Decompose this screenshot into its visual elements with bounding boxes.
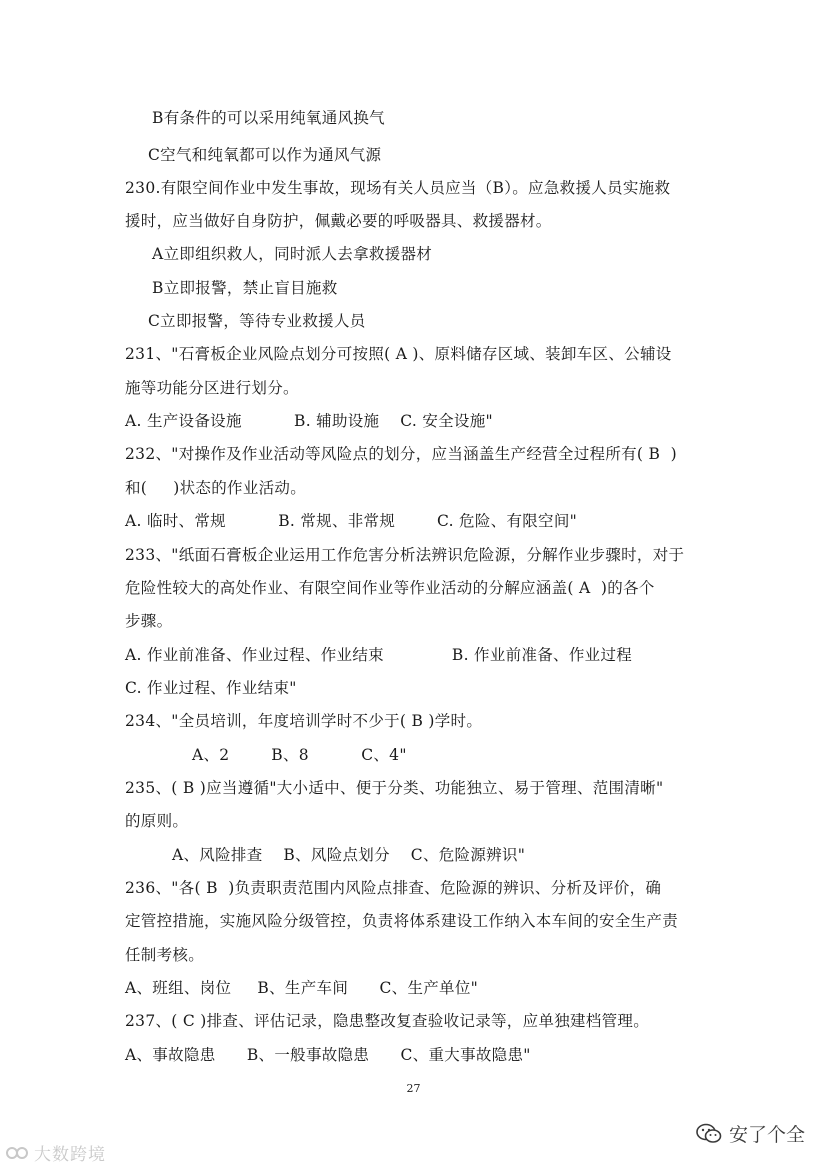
question-line: 定管控措施，实施风险分级管控，负责将体系建设工作纳入本车间的安全生产责 [125,912,679,930]
question-line: 施等功能分区进行划分。 [125,379,299,397]
question-line: 任制考核。 [125,946,205,964]
question-line: 235、( B )应当遵循"大小适中、便于分类、功能独立、易于管理、范围清晰" [125,779,664,797]
option-line: A、班组、岗位 B、生产车间 C、生产单位" [125,979,479,997]
option-line: A、风险排查 B、风险点划分 C、危险源辨识" [172,846,526,864]
question-line: 援时，应当做好自身防护，佩戴必要的呼吸器具、救援器材。 [125,212,552,230]
watermark-right-text: 安了个全 [728,1124,805,1146]
option-line: A. 生产设备设施 B. 辅助设施 C. 安全设施" [125,412,493,430]
question-line: 232、"对操作及作业活动等风险点的划分，应当涵盖生产经营全过程所有( B ) [125,445,677,463]
question-line: 步骤。 [125,612,173,630]
watermark-left-text: 大数跨境 [34,1145,106,1165]
option-line: B立即报警，禁止盲目施救 [152,279,338,297]
question-line: 危险性较大的高处作业、有限空间作业等作业活动的分解应涵盖( A )的各个 [125,579,655,597]
page-number: 27 [406,1082,421,1095]
question-line: 234、"全员培训，年度培训学时不少于( B )学时。 [125,712,483,730]
option-line: C空气和纯氧都可以作为通风气源 [148,146,382,164]
option-line: B有条件的可以采用纯氧通风换气 [152,109,385,127]
question-line: 230.有限空间作业中发生事故，现场有关人员应当（B）。应急救援人员实施救 [125,179,671,197]
question-line: 231、"石膏板企业风险点划分可按照( A )、原料储存区域、装卸车区、公辅设 [125,345,672,363]
question-line: 233、"纸面石膏板企业运用工作危害分析法辨识危险源，分解作业步骤时，对于 [125,546,685,564]
watermark-right [695,1120,805,1147]
question-line: 236、"各( B )负责职责范围内风险点排查、危险源的辨识、分析及评价，确 [125,879,662,897]
option-line: A立即组织救人，同时派人去拿救援器材 [152,245,433,263]
option-line: C. 作业过程、作业结束" [125,679,297,697]
question-line: 和( )状态的作业活动。 [125,479,307,497]
option-line: A、事故隐患 B、一般事故隐患 C、重大事故隐患" [125,1046,531,1064]
option-line: A、2 B、8 C、4" [192,746,407,764]
option-line: A. 作业前准备、作业过程、作业结束 B. 作业前准备、作业过程 [125,646,633,664]
option-line: A. 临时、常规 B. 常规、非常规 C. 危险、有限空间" [125,512,578,530]
wechat-icon [695,1122,723,1146]
question-line: 的原则。 [125,812,189,830]
option-line: C立即报警，等待专业救援人员 [148,312,366,330]
brand-logo-icon [6,1144,30,1162]
question-line: 237、( C )排查、评估记录，隐患整改复查验收记录等，应单独建档管理。 [125,1012,649,1030]
watermark-left [6,1140,106,1165]
